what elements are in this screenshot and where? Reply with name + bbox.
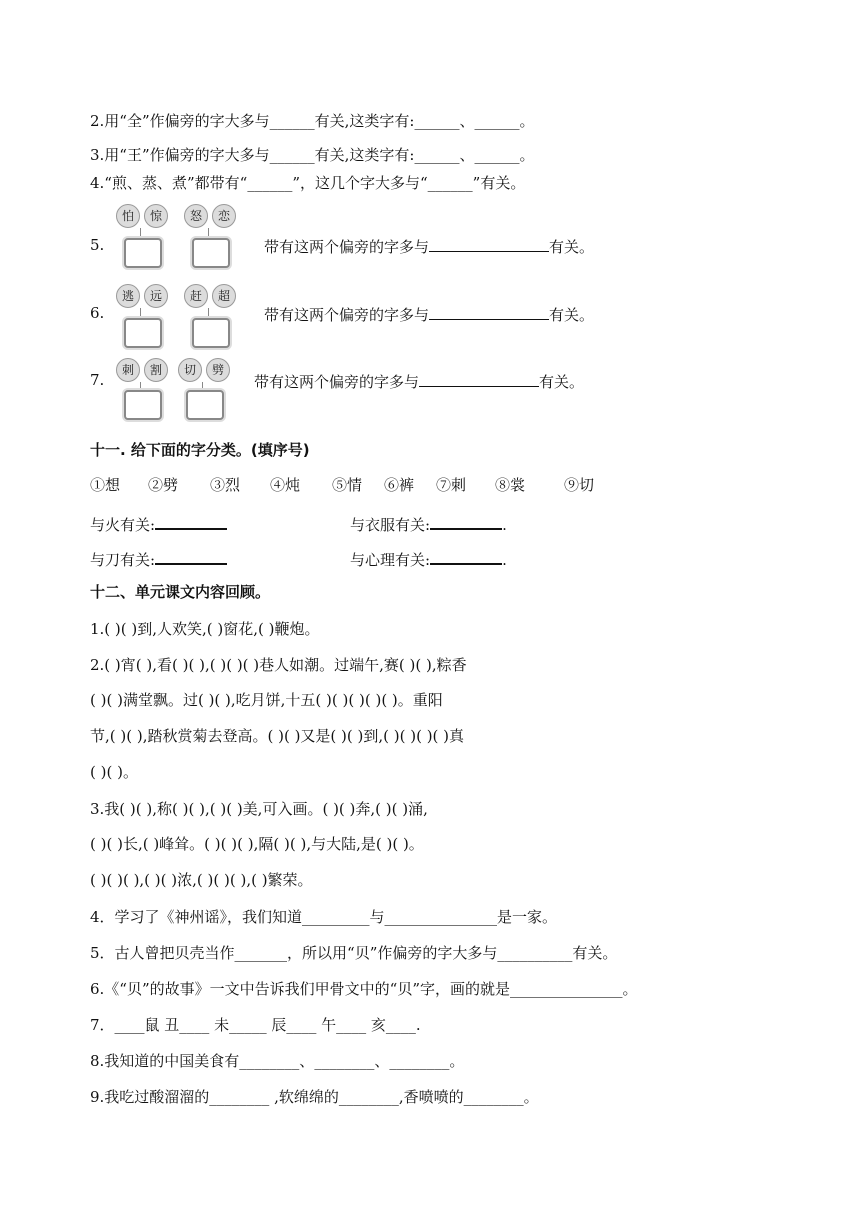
connector-line [208,228,209,238]
answer-blank [430,512,502,530]
fire-category: 与火有关: [90,512,227,535]
char-item: ⑤情 [332,476,363,494]
char-bubble: 割 [144,358,168,382]
radical-picture-6 [114,282,244,352]
connector-line [140,228,141,238]
q10-line-3: 3.用“王”作偏旁的字大多与______有关,这类字有:______、______。 [90,146,535,164]
char-bubble: 超 [212,284,236,308]
char-bubble: 劈 [206,358,230,382]
answer-blank [430,547,502,565]
q12-line-4: 4．学习了《神州谣》，我们知道_________与_______________是一家。 [90,908,558,926]
answer-blank [419,370,539,387]
char-bubble: 怒 [184,204,208,228]
q10-item-6-text: 带有这两个偏旁的字多与 有关。 [264,303,594,325]
radical-box [124,390,162,420]
radical-picture-7 [114,356,244,426]
section-12-title: 十二、单元课文内容回顾。 [90,583,271,601]
q12-line-2a: 2.( )宵( ),看( )( ),( )( )( )巷人如潮。过端午,赛( )( ),粽香 [90,656,467,674]
char-item: ⑧裳 [495,476,526,494]
q12-line-8: 8.我知道的中国美食有________、________、________。 [90,1052,465,1070]
section-11-title: 十一. 给下面的字分类。(填序号) [90,441,310,459]
char-bubble: 惊 [144,204,168,228]
q12-line-2b: ( )( )满堂飘。过( )( ),吃月饼,十五( )( )( )( )( )。重阳 [90,691,443,709]
char-bubble: 切 [178,358,202,382]
char-bubble: 逃 [116,284,140,308]
q12-line-2c: 节,( )( ),踏秋赏菊去登高。( )( )又是( )( )到,( )( )( )( )真 [90,727,465,745]
q10-item-7-text: 带有这两个偏旁的字多与 有关。 [254,370,584,392]
radical-box [192,318,230,348]
q12-line-3a: 3.我( )( ),称( )( ),( )( )美,可入画。( )( )奔,( )( )涌, [90,800,428,818]
q10-item-6-number: 6. [90,304,105,322]
clothes-category: 与衣服有关: . [350,512,507,535]
char-bubble: 刺 [116,358,140,382]
q12-line-7: 7．____鼠 丑____ 未_____ 辰____ 午____ 亥____. [90,1016,421,1034]
q12-line-3b: ( )( )长,( )峰耸。( )( )( ),隔( )( ),与大陆,是( )( )。 [90,835,424,853]
char-bubble: 怕 [116,204,140,228]
radical-box [124,318,162,348]
q12-line-1: 1.( )( )到,人欢笑,( )窗花,( )鞭炮。 [90,620,320,638]
q12-line-3c: ( )( )( ),( )( )浓,( )( )( ),( )繁荣。 [90,871,313,889]
answer-blank [429,235,549,252]
answer-blank [155,547,227,565]
mind-category: 与心理有关: . [350,547,507,570]
radical-box [124,238,162,268]
q10-item-5-text: 带有这两个偏旁的字多与 有关。 [264,235,594,257]
char-item: ②劈 [148,476,179,494]
q10-item-5-number: 5. [90,236,105,254]
char-item: ⑥裤 [384,476,415,494]
connector-line [208,308,209,318]
char-item: ⑦刺 [436,476,467,494]
char-item: ⑨切 [564,476,595,494]
answer-blank [155,512,227,530]
char-item: ③烈 [210,476,241,494]
q12-line-5: 5．古人曾把贝壳当作_______，所以用“贝”作偏旁的字大多与__________有关。 [90,944,618,962]
q12-line-6: 6.《“贝”的故事》一文中告诉我们甲骨文中的“贝”字，画的就是_______________。 [90,980,638,998]
char-bubble: 赶 [184,284,208,308]
char-bubble: 恋 [212,204,236,228]
q10-item-7-number: 7. [90,371,105,389]
q10-line-2: 2.用“全”作偏旁的字大多与______有关,这类字有:______、______。 [90,112,535,130]
char-item: ①想 [90,476,121,494]
radical-box [192,238,230,268]
char-bubble: 远 [144,284,168,308]
q10-line-4: 4.“煎、蒸、煮”都带有“______”，这几个字大多与“______”有关。 [90,174,526,192]
connector-line [140,308,141,318]
q12-line-2d: ( )( )。 [90,763,138,781]
char-item: ④炖 [270,476,301,494]
radical-picture-5 [114,202,244,272]
knife-category: 与刀有关: [90,547,227,570]
q12-line-9: 9.我吃过酸溜溜的________ ,软绵绵的________,香喷喷的________。 [90,1088,539,1106]
answer-blank [429,303,549,320]
radical-box [186,390,224,420]
